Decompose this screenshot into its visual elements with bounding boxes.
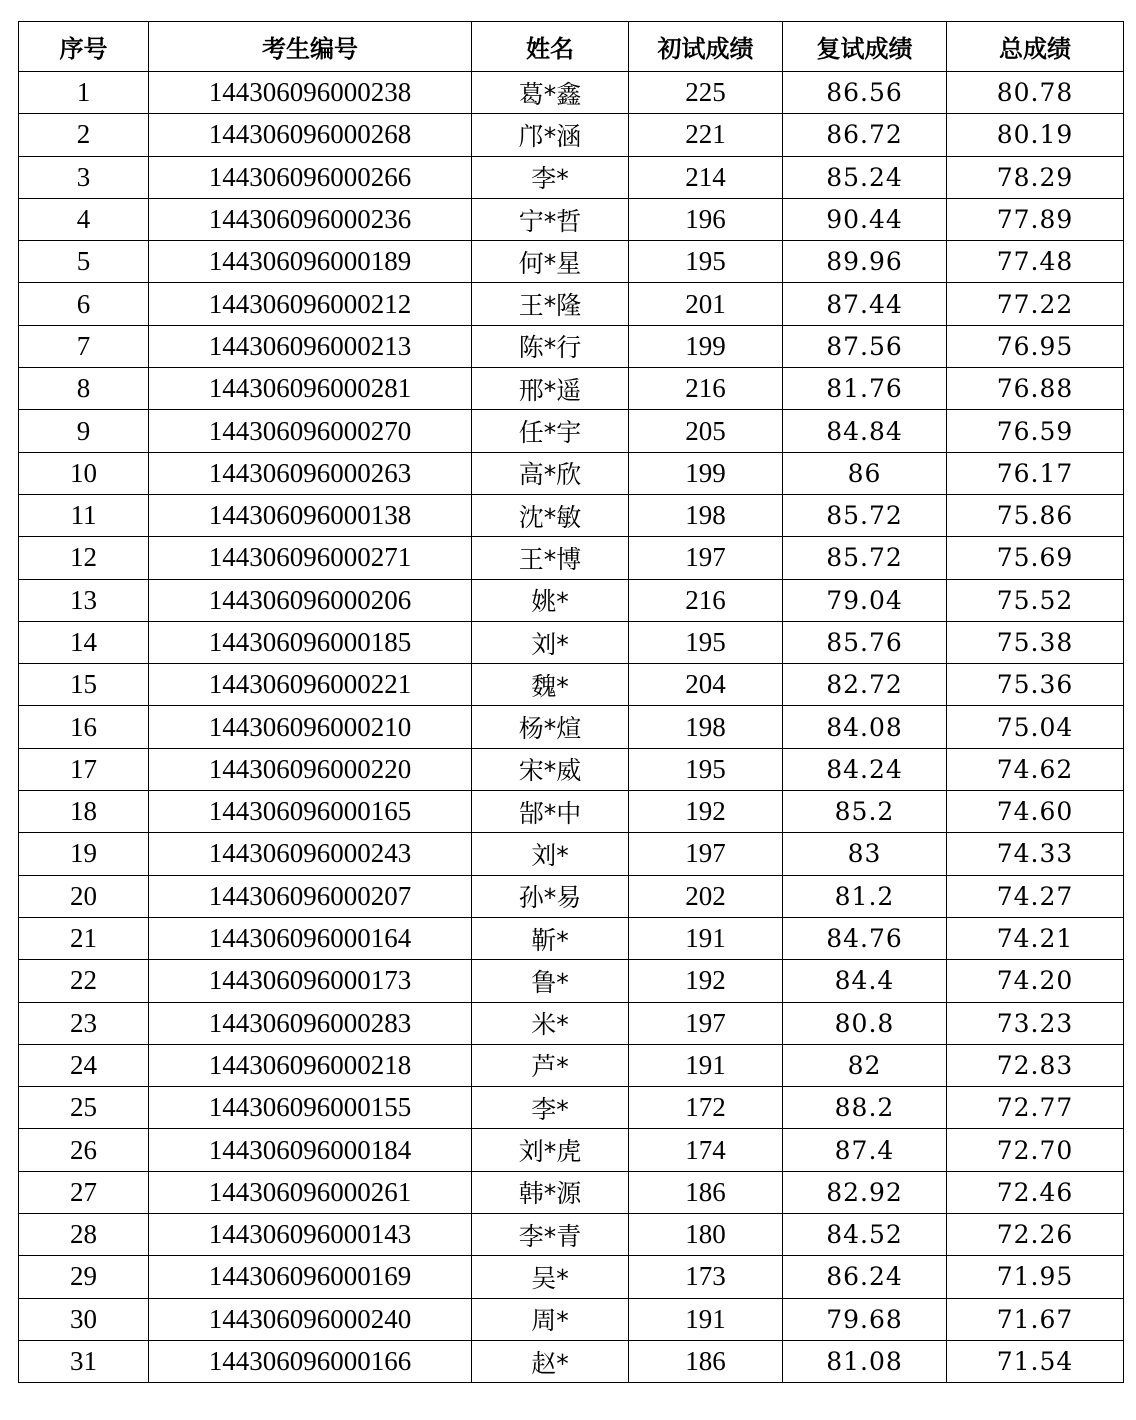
cell-exam-id: 144306096000221	[149, 664, 472, 706]
cell-total-score: 76.17	[947, 452, 1124, 494]
cell-seq: 31	[19, 1340, 149, 1382]
cell-name: 沈*敏	[472, 494, 629, 536]
cell-name: 宋*威	[472, 748, 629, 790]
cell-retest-score: 80.8	[783, 1002, 947, 1044]
table-row	[19, 875, 1124, 917]
cell-retest-score: 85.76	[783, 621, 947, 663]
cell-exam-id: 144306096000281	[149, 368, 472, 410]
cell-total-score: 74.20	[947, 960, 1124, 1002]
table-row	[19, 579, 1124, 621]
cell-name: 赵*	[472, 1340, 629, 1382]
cell-retest-score: 81.08	[783, 1340, 947, 1382]
cell-name: 吴*	[472, 1256, 629, 1298]
cell-exam-id: 144306096000213	[149, 325, 472, 367]
header-exam-id: 考生编号	[149, 22, 472, 72]
table-row	[19, 1129, 1124, 1171]
cell-initial-score: 198	[629, 494, 783, 536]
table-row	[19, 198, 1124, 240]
cell-total-score: 74.33	[947, 833, 1124, 875]
cell-exam-id: 144306096000165	[149, 791, 472, 833]
cell-retest-score: 79.68	[783, 1298, 947, 1340]
score-table	[18, 21, 1124, 1383]
cell-seq: 13	[19, 579, 149, 621]
cell-total-score: 78.29	[947, 156, 1124, 198]
cell-retest-score: 85.2	[783, 791, 947, 833]
cell-name: 陈*行	[472, 325, 629, 367]
cell-name: 王*博	[472, 537, 629, 579]
cell-name: 郜*中	[472, 791, 629, 833]
table-row	[19, 833, 1124, 875]
cell-retest-score: 85.72	[783, 537, 947, 579]
cell-name: 李*	[472, 156, 629, 198]
cell-exam-id: 144306096000207	[149, 875, 472, 917]
table-row	[19, 621, 1124, 663]
table-row	[19, 156, 1124, 198]
header-retest-score: 复试成绩	[783, 22, 947, 72]
cell-retest-score: 79.04	[783, 579, 947, 621]
table-row	[19, 706, 1124, 748]
table-row	[19, 1044, 1124, 1086]
header-initial-score: 初试成绩	[629, 22, 783, 72]
table-row	[19, 917, 1124, 959]
table-row	[19, 960, 1124, 1002]
cell-total-score: 72.26	[947, 1214, 1124, 1256]
table-row	[19, 748, 1124, 790]
table-row	[19, 791, 1124, 833]
cell-initial-score: 198	[629, 706, 783, 748]
cell-seq: 14	[19, 621, 149, 663]
cell-total-score: 75.36	[947, 664, 1124, 706]
cell-exam-id: 144306096000238	[149, 72, 472, 114]
cell-exam-id: 144306096000155	[149, 1087, 472, 1129]
cell-exam-id: 144306096000173	[149, 960, 472, 1002]
cell-initial-score: 196	[629, 198, 783, 240]
cell-seq: 5	[19, 241, 149, 283]
cell-initial-score: 195	[629, 621, 783, 663]
table-header	[19, 22, 1124, 72]
cell-initial-score: 173	[629, 1256, 783, 1298]
table-row	[19, 1340, 1124, 1382]
cell-initial-score: 186	[629, 1340, 783, 1382]
cell-exam-id: 144306096000236	[149, 198, 472, 240]
cell-total-score: 74.21	[947, 917, 1124, 959]
cell-retest-score: 82.72	[783, 664, 947, 706]
cell-initial-score: 216	[629, 368, 783, 410]
cell-name: 米*	[472, 1002, 629, 1044]
cell-total-score: 75.04	[947, 706, 1124, 748]
cell-name: 魏*	[472, 664, 629, 706]
cell-initial-score: 195	[629, 748, 783, 790]
cell-total-score: 80.78	[947, 72, 1124, 114]
cell-name: 任*宇	[472, 410, 629, 452]
table-row	[19, 1214, 1124, 1256]
cell-retest-score: 84.84	[783, 410, 947, 452]
cell-exam-id: 144306096000210	[149, 706, 472, 748]
cell-total-score: 71.67	[947, 1298, 1124, 1340]
cell-retest-score: 84.08	[783, 706, 947, 748]
table-row	[19, 664, 1124, 706]
cell-exam-id: 144306096000283	[149, 1002, 472, 1044]
table-row	[19, 72, 1124, 114]
cell-total-score: 77.22	[947, 283, 1124, 325]
cell-name: 刘*	[472, 621, 629, 663]
cell-initial-score: 214	[629, 156, 783, 198]
cell-name: 鲁*	[472, 960, 629, 1002]
cell-seq: 24	[19, 1044, 149, 1086]
cell-name: 芦*	[472, 1044, 629, 1086]
cell-initial-score: 197	[629, 537, 783, 579]
table-row	[19, 1171, 1124, 1213]
cell-total-score: 75.38	[947, 621, 1124, 663]
cell-total-score: 72.83	[947, 1044, 1124, 1086]
cell-initial-score: 199	[629, 452, 783, 494]
cell-exam-id: 144306096000166	[149, 1340, 472, 1382]
cell-seq: 12	[19, 537, 149, 579]
cell-initial-score: 172	[629, 1087, 783, 1129]
cell-initial-score: 180	[629, 1214, 783, 1256]
cell-total-score: 76.88	[947, 368, 1124, 410]
cell-name: 孙*易	[472, 875, 629, 917]
table-body	[19, 72, 1124, 1383]
cell-exam-id: 144306096000184	[149, 1129, 472, 1171]
cell-exam-id: 144306096000164	[149, 917, 472, 959]
cell-retest-score: 86.56	[783, 72, 947, 114]
cell-seq: 8	[19, 368, 149, 410]
cell-seq: 10	[19, 452, 149, 494]
cell-retest-score: 84.52	[783, 1214, 947, 1256]
cell-seq: 18	[19, 791, 149, 833]
cell-retest-score: 87.4	[783, 1129, 947, 1171]
cell-name: 邢*遥	[472, 368, 629, 410]
cell-initial-score: 186	[629, 1171, 783, 1213]
cell-exam-id: 144306096000138	[149, 494, 472, 536]
cell-retest-score: 86.24	[783, 1256, 947, 1298]
cell-initial-score: 201	[629, 283, 783, 325]
cell-name: 王*隆	[472, 283, 629, 325]
cell-initial-score: 205	[629, 410, 783, 452]
cell-total-score: 75.69	[947, 537, 1124, 579]
cell-total-score: 72.77	[947, 1087, 1124, 1129]
cell-seq: 19	[19, 833, 149, 875]
cell-exam-id: 144306096000243	[149, 833, 472, 875]
cell-initial-score: 202	[629, 875, 783, 917]
cell-exam-id: 144306096000266	[149, 156, 472, 198]
cell-exam-id: 144306096000218	[149, 1044, 472, 1086]
cell-exam-id: 144306096000212	[149, 283, 472, 325]
cell-retest-score: 85.24	[783, 156, 947, 198]
cell-seq: 15	[19, 664, 149, 706]
cell-initial-score: 216	[629, 579, 783, 621]
table-row	[19, 1087, 1124, 1129]
cell-retest-score: 81.76	[783, 368, 947, 410]
cell-seq: 7	[19, 325, 149, 367]
table-row	[19, 114, 1124, 156]
cell-total-score: 76.95	[947, 325, 1124, 367]
cell-initial-score: 197	[629, 1002, 783, 1044]
table-row	[19, 452, 1124, 494]
cell-seq: 30	[19, 1298, 149, 1340]
cell-seq: 21	[19, 917, 149, 959]
table-row	[19, 325, 1124, 367]
cell-initial-score: 191	[629, 917, 783, 959]
cell-retest-score: 84.76	[783, 917, 947, 959]
cell-retest-score: 83	[783, 833, 947, 875]
cell-seq: 23	[19, 1002, 149, 1044]
table-row	[19, 1002, 1124, 1044]
cell-name: 李*	[472, 1087, 629, 1129]
cell-retest-score: 84.4	[783, 960, 947, 1002]
table-row	[19, 1298, 1124, 1340]
cell-seq: 4	[19, 198, 149, 240]
cell-name: 何*星	[472, 241, 629, 283]
cell-total-score: 73.23	[947, 1002, 1124, 1044]
cell-seq: 29	[19, 1256, 149, 1298]
table-row	[19, 283, 1124, 325]
cell-seq: 9	[19, 410, 149, 452]
cell-total-score: 76.59	[947, 410, 1124, 452]
cell-name: 刘*	[472, 833, 629, 875]
cell-seq: 1	[19, 72, 149, 114]
cell-exam-id: 144306096000271	[149, 537, 472, 579]
cell-retest-score: 87.44	[783, 283, 947, 325]
cell-exam-id: 144306096000143	[149, 1214, 472, 1256]
cell-name: 韩*源	[472, 1171, 629, 1213]
cell-seq: 11	[19, 494, 149, 536]
cell-retest-score: 84.24	[783, 748, 947, 790]
cell-seq: 28	[19, 1214, 149, 1256]
cell-total-score: 74.62	[947, 748, 1124, 790]
cell-seq: 20	[19, 875, 149, 917]
cell-name: 靳*	[472, 917, 629, 959]
cell-exam-id: 144306096000169	[149, 1256, 472, 1298]
cell-total-score: 77.89	[947, 198, 1124, 240]
cell-initial-score: 221	[629, 114, 783, 156]
table-row	[19, 1256, 1124, 1298]
cell-retest-score: 86.72	[783, 114, 947, 156]
cell-name: 邝*涵	[472, 114, 629, 156]
cell-name: 宁*哲	[472, 198, 629, 240]
cell-retest-score: 87.56	[783, 325, 947, 367]
cell-seq: 16	[19, 706, 149, 748]
header-seq: 序号	[19, 22, 149, 72]
cell-exam-id: 144306096000263	[149, 452, 472, 494]
cell-total-score: 71.54	[947, 1340, 1124, 1382]
cell-retest-score: 88.2	[783, 1087, 947, 1129]
cell-retest-score: 90.44	[783, 198, 947, 240]
cell-total-score: 80.19	[947, 114, 1124, 156]
cell-total-score: 77.48	[947, 241, 1124, 283]
table-row	[19, 410, 1124, 452]
cell-total-score: 75.86	[947, 494, 1124, 536]
cell-seq: 25	[19, 1087, 149, 1129]
table-row	[19, 241, 1124, 283]
cell-seq: 3	[19, 156, 149, 198]
cell-exam-id: 144306096000220	[149, 748, 472, 790]
cell-total-score: 74.60	[947, 791, 1124, 833]
table-row	[19, 537, 1124, 579]
cell-name: 周*	[472, 1298, 629, 1340]
cell-retest-score: 89.96	[783, 241, 947, 283]
cell-seq: 17	[19, 748, 149, 790]
cell-initial-score: 195	[629, 241, 783, 283]
cell-exam-id: 144306096000240	[149, 1298, 472, 1340]
header-total-score: 总成绩	[947, 22, 1124, 72]
cell-initial-score: 191	[629, 1298, 783, 1340]
cell-name: 高*欣	[472, 452, 629, 494]
cell-exam-id: 144306096000270	[149, 410, 472, 452]
header-name: 姓名	[472, 22, 629, 72]
cell-retest-score: 85.72	[783, 494, 947, 536]
cell-seq: 6	[19, 283, 149, 325]
cell-retest-score: 82.92	[783, 1171, 947, 1213]
cell-seq: 2	[19, 114, 149, 156]
cell-exam-id: 144306096000268	[149, 114, 472, 156]
cell-retest-score: 82	[783, 1044, 947, 1086]
cell-initial-score: 174	[629, 1129, 783, 1171]
cell-total-score: 75.52	[947, 579, 1124, 621]
cell-retest-score: 81.2	[783, 875, 947, 917]
cell-initial-score: 197	[629, 833, 783, 875]
header-row	[19, 22, 1124, 72]
cell-name: 李*青	[472, 1214, 629, 1256]
cell-total-score: 71.95	[947, 1256, 1124, 1298]
cell-total-score: 72.46	[947, 1171, 1124, 1213]
cell-name: 姚*	[472, 579, 629, 621]
cell-seq: 26	[19, 1129, 149, 1171]
cell-name: 葛*鑫	[472, 72, 629, 114]
cell-total-score: 72.70	[947, 1129, 1124, 1171]
cell-exam-id: 144306096000189	[149, 241, 472, 283]
cell-initial-score: 204	[629, 664, 783, 706]
cell-initial-score: 192	[629, 960, 783, 1002]
cell-seq: 22	[19, 960, 149, 1002]
cell-retest-score: 86	[783, 452, 947, 494]
cell-name: 刘*虎	[472, 1129, 629, 1171]
table-row	[19, 494, 1124, 536]
cell-initial-score: 191	[629, 1044, 783, 1086]
cell-seq: 27	[19, 1171, 149, 1213]
cell-name: 杨*煊	[472, 706, 629, 748]
cell-exam-id: 144306096000185	[149, 621, 472, 663]
cell-initial-score: 199	[629, 325, 783, 367]
cell-total-score: 74.27	[947, 875, 1124, 917]
cell-exam-id: 144306096000261	[149, 1171, 472, 1213]
cell-initial-score: 192	[629, 791, 783, 833]
table-row	[19, 368, 1124, 410]
cell-initial-score: 225	[629, 72, 783, 114]
cell-exam-id: 144306096000206	[149, 579, 472, 621]
